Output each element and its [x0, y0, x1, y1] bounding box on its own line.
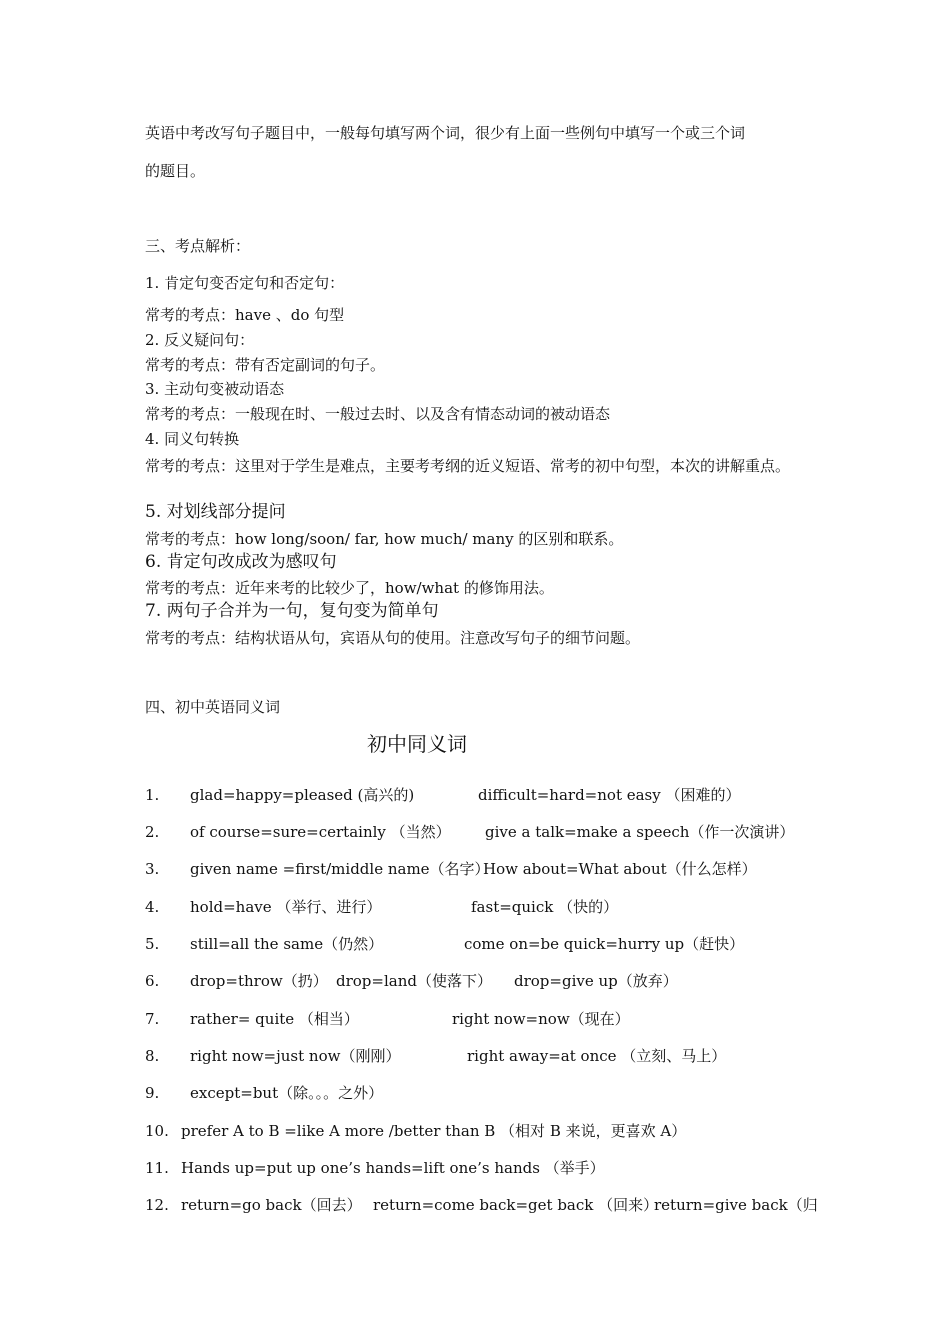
- item1-desc: 常考的考点：have 、do 句型: [145, 306, 345, 324]
- synonym-entry: fast=quick （快的）: [471, 898, 619, 916]
- item4-desc: 常考的考点：这里对于学生是难点，主要考考纲的近义短语、常考的初中句型，本次的讲解重点。: [145, 457, 791, 475]
- synonym-entry: except=but（除。。。之外）: [190, 1084, 384, 1102]
- synonym-entry: of course=sure=certainly （当然）: [190, 823, 451, 841]
- synonym-entry: drop=throw（扔）: [190, 972, 328, 990]
- synonym-entry: return=go back（回去）: [181, 1196, 362, 1214]
- synonym-entry: come on=be quick=hurry up（赶快）: [464, 935, 745, 953]
- row-number: 5.: [145, 935, 160, 953]
- synonym-entry: glad=happy=pleased (高兴的): [190, 786, 415, 804]
- synonym-entry: return=give back（归: [654, 1196, 818, 1214]
- intro-line-2: 的题目。: [145, 162, 206, 180]
- row-number: 12.: [145, 1196, 169, 1214]
- item7-desc: 常考的考点：结构状语从句，宾语从句的使用。注意改写句子的细节问题。: [145, 629, 641, 647]
- row-number: 8.: [145, 1047, 160, 1065]
- intro-line-1: 英语中考改写句子题目中，一般每句填写两个词，很少有上面一些例句中填写一个或三个词: [145, 124, 746, 142]
- item5-desc: 常考的考点：how long/soon/ far, how much/ many 的区别和联系。: [145, 530, 624, 548]
- synonym-entry: prefer A to B =like A more /better than B （相对 B 来说，更喜欢 A）: [181, 1122, 687, 1140]
- row-number: 3.: [145, 860, 160, 878]
- synonym-entry: right away=at once （立刻、马上）: [467, 1047, 727, 1065]
- item7-title: 7. 两句子合并为一句，复句变为简单句: [145, 601, 439, 621]
- row-number: 1.: [145, 786, 160, 804]
- item1-title: 1. 肯定句变否定句和否定句：: [145, 274, 345, 292]
- synonym-entry: rather= quite （相当）: [190, 1010, 359, 1028]
- synonym-entry: right now=just now（刚刚）: [190, 1047, 401, 1065]
- row-number: 2.: [145, 823, 160, 841]
- row-number: 11.: [145, 1159, 169, 1177]
- synonym-entry: difficult=hard=not easy （困难的）: [478, 786, 741, 804]
- item4-title: 4. 同义句转换: [145, 430, 240, 448]
- row-number: 10.: [145, 1122, 169, 1140]
- synonym-entry: drop=land（使落下）: [336, 972, 492, 990]
- synonym-entry: return=come back=get back （回来）: [373, 1196, 659, 1214]
- synonyms-title: 初中同义词: [367, 732, 467, 756]
- item6-desc: 常考的考点：近年来考的比较少了，how/what 的修饰用法。: [145, 579, 554, 597]
- synonym-entry: Hands up=put up one’s hands=lift one’s hands （举手）: [181, 1159, 605, 1177]
- item3-title: 3. 主动句变被动语态: [145, 380, 285, 398]
- item3-desc: 常考的考点：一般现在时、一般过去时、以及含有情态动词的被动语态: [145, 405, 611, 423]
- synonym-entry: drop=give up（放弃）: [514, 972, 678, 990]
- section4-heading: 四、初中英语同义词: [145, 698, 281, 716]
- synonym-entry: give a talk=make a speech（作一次演讲）: [485, 823, 795, 841]
- row-number: 4.: [145, 898, 160, 916]
- row-number: 6.: [145, 972, 160, 990]
- synonym-entry: still=all the same（仍然）: [190, 935, 384, 953]
- item2-title: 2. 反义疑问句：: [145, 331, 255, 349]
- item2-desc: 常考的考点：带有否定副词的句子。: [145, 356, 386, 374]
- item5-title: 5. 对划线部分提问: [145, 502, 286, 522]
- synonym-entry: right now=now（现在）: [452, 1010, 630, 1028]
- item6-title: 6. 肯定句改成改为感叹句: [145, 552, 337, 572]
- synonym-entry: How about=What about（什么怎样）: [483, 860, 757, 878]
- section3-heading: 三、考点解析：: [145, 237, 251, 255]
- row-number: 7.: [145, 1010, 160, 1028]
- synonym-entry: given name =first/middle name（名字）: [190, 860, 490, 878]
- row-number: 9.: [145, 1084, 160, 1102]
- synonym-entry: hold=have （举行、进行）: [190, 898, 382, 916]
